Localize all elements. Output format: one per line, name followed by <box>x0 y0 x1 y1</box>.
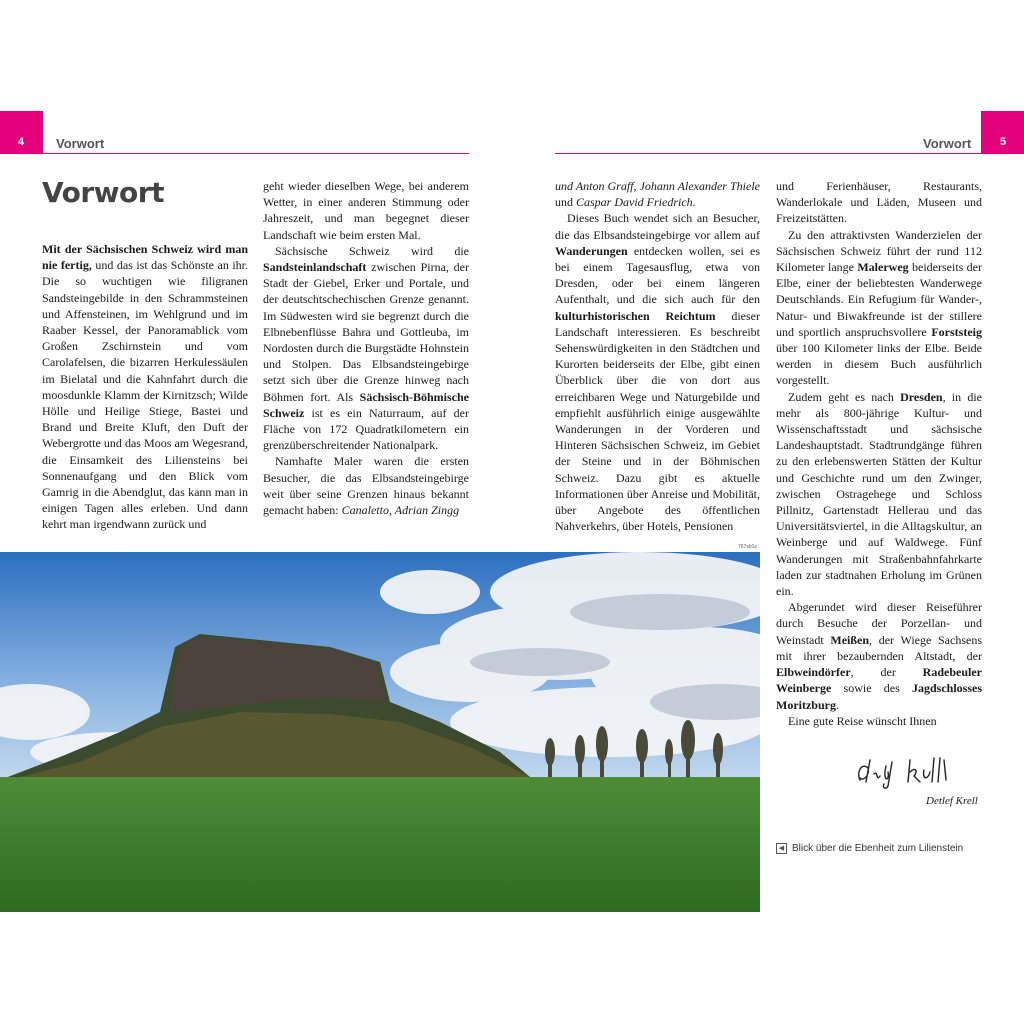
text-run: Eine gute Reise wünscht Ihnen <box>788 713 937 728</box>
paragraph <box>555 210 760 534</box>
bold-text: Dresden <box>900 389 943 404</box>
right-header-rule <box>555 153 981 154</box>
photo-caption <box>776 843 963 854</box>
text-run: Sächsische Schweiz wird die <box>275 243 469 258</box>
text-run: ist es ein Naturraum, auf der Fläche von 172 Quadratkilometern ein grenzüberschreitender Nationalpark. <box>263 405 469 453</box>
text-run: . <box>835 697 839 712</box>
text-column-3 <box>555 178 760 534</box>
text-run: . <box>692 195 696 210</box>
italic-text: Caspar David Friedrich <box>576 195 693 210</box>
chapter-title: Vorwort <box>42 176 164 209</box>
text-run: , in die mehr als 800-jährige Kultur- und Wissenschaftsstadt und sächsische Landeshauptstadt. Stadtrundgänge führen zu den erlebenswerten Stätten der Kultur und Geschichte rund um den Zwinger, zwischen Ostragehege und Schloss Pillnitz, Gartenstadt Hellerau und das Universitätsviertel, in die Alltagskultur, an Weinberge und auf Waldwege. Fünf Wanderungen mit Straßenbahnfahrkarte laden zur stadtnahen Erholung im Grünen ein. <box>776 389 982 599</box>
text-run: Dieses Buch wendet sich an Besucher, die das Elbsandsteingebirge vor allem auf <box>555 211 760 242</box>
text-run: geht wieder dieselben Wege, bei anderem Wetter, in einer anderen Stimmung oder Jahreszeit, und man begegnet dieser Landschaft wie beim ersten Mal. <box>263 179 469 242</box>
paragraph <box>42 241 248 533</box>
bold-text: Elbweindörfer <box>776 665 851 680</box>
paragraph <box>776 178 982 227</box>
left-header-rule <box>43 153 469 154</box>
text-run: dieser Landschaft interessieren. Es beschreibt Sehenswürdigkeiten in den Städtchen und Kurorten beiderseits der Elbe, gibt einen Überblick über die von dort aus erreichbaren Wege und Naturgebilde und empfiehlt ausführlich einige ausgewählte Wanderungen in der Vorderen und Hinteren Sächsischen Schweiz, im Gebiet der Steine und in der Böhmischen Schweiz. Dazu gibt es aktuelle Informationen über Anreise und Mobilität, über Angebote des öffentlichen Nahverkehrs, über Hotels, Pensionen <box>555 308 760 534</box>
text-run: Zudem geht es nach <box>788 389 901 404</box>
text-run: über 100 Kilometer links der Elbe. Beide werden in diesem Buch ausführlich vorgestellt. <box>776 341 982 388</box>
right-page-number: 5 <box>1000 136 1007 148</box>
text-run: Abgerundet wird dieser Reiseführer durch Besuche der Porzellan- und Weinstadt <box>776 600 982 647</box>
paragraph <box>263 243 469 454</box>
landscape-photo <box>0 552 760 912</box>
text-column-2 <box>263 178 469 518</box>
bold-text: Radebeuler Weinberge <box>776 665 982 696</box>
right-page-tab <box>981 111 1024 154</box>
italic-text: Canaletto, Adrian Zingg <box>341 503 460 518</box>
bold-text: Malerweg <box>857 260 909 275</box>
paragraph <box>555 178 760 210</box>
bold-text: Sandsteinlandschaft <box>263 260 367 275</box>
text-run: entdecken wollen, sei es bei einem Tagesausflug, etwa von Dresden, oder bei einem längeren Aufenthalt, und die sich auch für den <box>555 243 760 307</box>
photo-caption-text: Blick über die Ebenheit zum Lilienstein <box>792 843 964 854</box>
left-running-head: Vorwort <box>56 136 105 151</box>
paragraph <box>776 389 982 600</box>
text-run: Zu den attraktivsten Wanderzielen der Sächsischen Schweiz führt der rund 112 Kilometer lange <box>776 227 982 275</box>
paragraph <box>776 713 982 729</box>
text-run: beiderseits der Elbe, einer der beliebtesten Wanderwege Deutschlands. Ein Refugium für Wander-, Natur- und Biwakfreunde ist der stillere und sportlich anspruchsvollere <box>776 260 982 339</box>
text-run: Namhafte Maler waren die ersten Besucher, die das Elbsandsteingebirge weit über seine Grenzen hinaus bekannt gemacht haben: <box>263 454 469 518</box>
bold-text: Jagdschlosses Moritzburg <box>776 681 982 712</box>
signature-image <box>852 752 992 792</box>
text-run: und das ist das Schönste an ihr. Die so wuchtigen wie filigranen Sandsteingebilde in den Schrammsteinen und Affensteinen, im Wehlgrund und im Raaber Kessel, der Panoramablick vom Großen Zschirnstein und vom Carolafelsen, die bizarren Herkulessäulen im Bielatal und die Kahnfahrt durch die moosdunkle Klamm der Kirnitzsch; Wilde Hölle und Heilige Stiege, Bastei und Brand und Breite Kluft, den Duft der Webergrotte und das Moos am Wegesrand, die Einsamkeit des Liliensteins bei Sonnenaufgang und den Blick vom Gamrig in die Abendglut, das kann man in einigen Tagen alles erleben. Und dann kehrt man irgendwann zurück und <box>42 258 249 532</box>
paragraph <box>776 227 982 389</box>
text-run: , der <box>850 665 923 680</box>
bold-text: Wanderungen <box>555 243 628 258</box>
text-run: und <box>555 195 576 210</box>
lilienstein-landscape-illustration <box>0 552 760 912</box>
signature-name: Detlef Krell <box>926 795 978 807</box>
bold-text: Mit der Sächsischen Schweiz wird man nie fertig, <box>42 242 248 273</box>
arrow-left-icon: ◀ <box>776 843 787 854</box>
bold-text: Forststeig <box>931 324 982 339</box>
text-column-1 <box>42 241 248 533</box>
photo-credit: 767sb1s <box>738 544 757 550</box>
text-run: , der Wiege Sachsens mit ihrer bezaubernden Altstadt, der <box>776 632 982 663</box>
right-running-head: Vorwort <box>923 136 972 151</box>
paragraph <box>263 178 469 243</box>
text-run: und Ferienhäuser, Restaurants, Wanderlokale und Läden, Museen und Freizeitstätten. <box>776 179 982 226</box>
text-run: sowie des <box>831 681 912 696</box>
text-run: zwischen Pirna, der Stadt der Giebel, Erker und Portale, und der deutschtschechischen Grenze genannt. Im Südwesten wird sie begrenzt durch die Elbnebenflüsse Bahra und Gottleuba, im Nordosten durch die Burgstädte Hohnstein und Stolpen. Das Elbsandsteingebirge setzt sich über die Grenze hinweg nach Böhmen fort. Als <box>263 260 469 404</box>
paragraph <box>776 599 982 712</box>
paragraph <box>263 453 469 518</box>
bold-text: Meißen <box>830 632 870 647</box>
text-column-4 <box>776 178 982 729</box>
bold-text: Sächsisch-Böhmische Schweiz <box>263 389 469 420</box>
bold-text: kulturhistorischen Reichtum <box>555 308 716 323</box>
left-page-number: 4 <box>18 136 25 148</box>
left-page-tab <box>0 111 43 154</box>
italic-text: und Anton Graff, Johann Alexander Thiele <box>555 179 760 193</box>
